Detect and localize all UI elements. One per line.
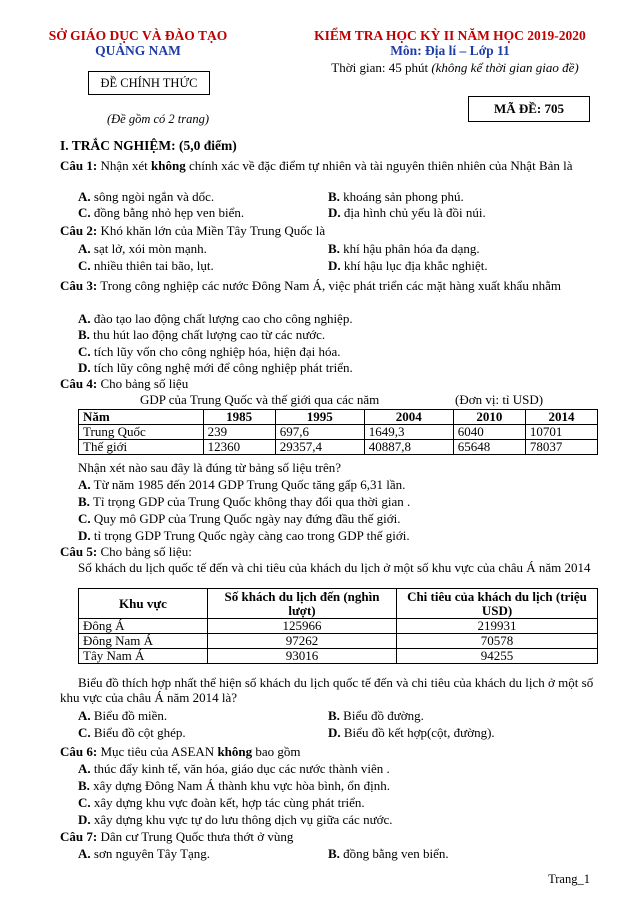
exam-header — [290, 28, 610, 58]
table-row: Trung Quốc 239 697,6 1649,3 6040 10701 — [79, 425, 598, 440]
question-6: Câu 6: Mục tiêu của ASEAN không bao gồm — [60, 744, 301, 759]
table-header-row: Năm 1985 1995 2004 2010 2014 — [79, 410, 598, 425]
option-c: C. nhiều thiên tai bão, lụt. — [78, 258, 214, 273]
exam-title: KIỂM TRA HỌC KỲ II NĂM HỌC 2019-2020 — [314, 28, 586, 43]
time-note: (không kể thời gian giao đề) — [431, 60, 579, 75]
option-c: C. Biểu đồ cột ghép. — [78, 725, 186, 740]
exam-code: MÃ ĐỀ: 705 — [468, 96, 590, 122]
option-a: A. đào tạo lao động chất lượng cao cho công nghiệp. — [78, 311, 353, 326]
official-badge: ĐỀ CHÍNH THỨC — [88, 71, 210, 95]
table-unit: (Đơn vị: tỉ USD) — [455, 392, 544, 407]
question-label: Câu 1: — [60, 158, 98, 173]
page-number: Trang_1 — [548, 872, 590, 886]
pages-note: (Đề gồm có 2 trang) — [106, 112, 210, 126]
option-d: D. xây dựng khu vực tự do lưu thông dịch vụ giữa các nước. — [78, 812, 393, 827]
option-c: C. xây dựng khu vực đoàn kết, hợp tác cùng phát triển. — [78, 795, 365, 810]
option-b: B. thu hút lao động chất lượng cao từ các nước. — [78, 327, 326, 342]
option-c: C. tích lũy vốn cho công nghiệp hóa, hiện đại hóa. — [78, 344, 341, 359]
option-a: A. Từ năm 1985 đến 2014 GDP Trung Quốc tăng gấp 6,31 lần. — [78, 477, 406, 492]
option-d: D. tỉ trọng GDP Trung Quốc ngày càng cao trong GDP thế giới. — [78, 528, 410, 543]
option-b: B. đồng bằng ven biển. — [328, 846, 449, 861]
option-b: B. Tỉ trọng GDP của Trung Quốc không thay đổi qua thời gian . — [78, 494, 411, 509]
question-7: Câu 7: Dân cư Trung Quốc thưa thớt ở vùng — [60, 829, 294, 844]
option-a: A. sạt lở, xói mòn mạnh. — [78, 241, 207, 256]
tourism-table — [78, 588, 598, 664]
option-a: A. Biểu đồ miền. — [78, 708, 168, 723]
table-row: Tây Nam Á 93016 94255 — [79, 649, 598, 664]
table-row: Đông Nam Á 97262 70578 — [79, 634, 598, 649]
province-name: QUẢNG NAM — [95, 43, 181, 58]
option-d: D. địa hình chủ yếu là đồi núi. — [328, 205, 486, 220]
question-4: Câu 4: Cho bảng số liệu — [60, 376, 189, 391]
exam-time — [300, 60, 610, 76]
option-d: D. tích lũy công nghệ mới để công nghiệp phát triển. — [78, 360, 353, 375]
question-text: chính xác về đặc điểm tự nhiên và tài nguyên thiên nhiên của Nhật Bản là — [188, 158, 573, 173]
option-d: D. Biểu đồ kết hợp(cột, đường). — [328, 725, 495, 740]
question-prompt: Nhận xét nào sau đây là đúng từ bảng số liệu trên? — [78, 460, 342, 475]
question-prompt: Biểu đồ thích hợp nhất thể hiện số khách du lịch quốc tế đến và chi tiêu của khách du lịch ở một số khu vực của châu Á năm 2014 là? — [60, 675, 594, 705]
question-emphasis: không — [151, 158, 186, 173]
option-a: A. sông ngòi ngắn và dốc. — [78, 189, 215, 204]
table-description: Số khách du lịch quốc tế đến và chi tiêu của khách du lịch ở một số khu vực của châu Á năm 2014 — [78, 560, 591, 575]
gdp-table — [78, 409, 598, 455]
option-a: A. thúc đẩy kinh tế, văn hóa, giáo dục các nước thành viên . — [78, 761, 390, 776]
section-title: I. TRẮC NGHIỆM: (5,0 điểm) — [60, 138, 237, 153]
option-b: B. Biểu đồ đường. — [328, 708, 424, 723]
department-name: SỞ GIÁO DỤC VÀ ĐÀO TẠO — [48, 28, 228, 43]
time-label: Thời gian: 45 phút — [331, 60, 429, 75]
option-c: C. đồng bằng nhỏ hẹp ven biển. — [78, 205, 245, 220]
department-header — [38, 28, 238, 58]
option-b: B. khoáng sản phong phú. — [328, 189, 464, 204]
table-row: Thế giới 12360 29357,4 40887,8 65648 78037 — [79, 440, 598, 455]
table-row: Đông Á 125966 219931 — [79, 619, 598, 634]
question-2: Câu 2: Khó khăn lớn của Miền Tây Trung Quốc là — [60, 223, 326, 238]
question-3: Câu 3: Trong công nghiệp các nước Đông Nam Á, việc phát triển các mặt hàng xuất khẩu nhằm — [60, 278, 561, 293]
question-text: Nhận xét — [100, 158, 148, 173]
question-1 — [60, 158, 600, 173]
question-5: Câu 5: Cho bảng số liệu: — [60, 544, 192, 559]
option-a: A. sơn nguyên Tây Tạng. — [78, 846, 211, 861]
table-title: GDP của Trung Quốc và thế giới qua các năm — [140, 392, 380, 407]
exam-subject: Môn: Địa lí – Lớp 11 — [390, 43, 510, 58]
option-c: C. Quy mô GDP của Trung Quốc ngày nay đứng đầu thế giới. — [78, 511, 401, 526]
option-d: D. khí hậu lục địa khắc nghiệt. — [328, 258, 488, 273]
option-b: B. khí hậu phân hóa đa dạng. — [328, 241, 480, 256]
table-header-row: Khu vực Số khách du lịch đến (nghìn lượt) Chi tiêu của khách du lịch (triệu USD) — [79, 589, 598, 619]
option-b: B. xây dựng Đông Nam Á thành khu vực hòa bình, ổn định. — [78, 778, 390, 793]
